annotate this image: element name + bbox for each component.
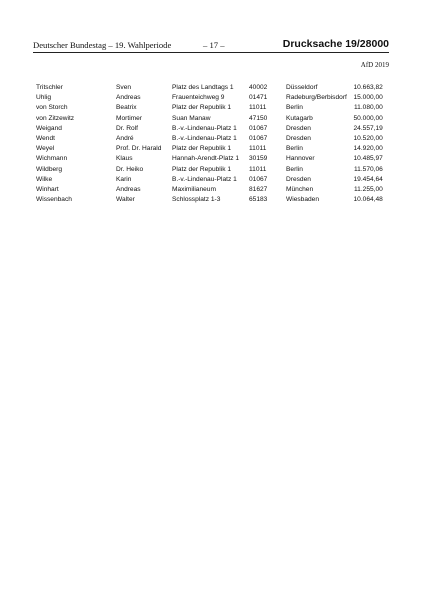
amount-cell: 10.485,97 (353, 155, 383, 163)
first-name-cell: Sven (116, 84, 132, 91)
street-cell: Platz der Republik 1 (172, 145, 232, 153)
street-cell: B.-v.-Lindenau-Platz 1 (172, 124, 237, 132)
page-number: – 17 – (203, 40, 225, 50)
header-publication: Deutscher Bundestag – 19. Wahlperiode (33, 40, 172, 50)
street-cell: Platz des Landtags 1 (172, 84, 234, 91)
city-cell: Düsseldorf (286, 84, 318, 91)
city-cell: Dresden (286, 175, 311, 183)
postcode-cell: 30159 (249, 155, 268, 163)
postcode-cell: 11011 (249, 145, 267, 153)
city-cell: Berlin (286, 145, 303, 153)
surname-cell: Wilke (36, 175, 53, 183)
amount-cell: 11.570,06 (354, 165, 383, 173)
city-cell: Kutagarb (286, 114, 313, 122)
table-row (36, 124, 383, 134)
surname-cell: Tritschler (36, 84, 63, 91)
street-cell: Frauenteichweg 9 (172, 94, 225, 102)
header-rule (33, 52, 389, 53)
amount-cell: 11.255,00 (354, 186, 383, 194)
postcode-cell: 65183 (249, 196, 268, 204)
first-name-cell: Beatrix (116, 104, 137, 112)
amount-cell: 10.663,82 (353, 84, 383, 91)
first-name-cell: Andreas (116, 94, 141, 102)
party-label: AfD 2019 (360, 61, 389, 69)
first-name-cell: Walter (116, 196, 135, 204)
first-name-cell: Andreas (116, 186, 141, 194)
surname-cell: von Zitzewitz (36, 114, 75, 122)
street-cell: B.-v.-Lindenau-Platz 1 (172, 135, 237, 143)
postcode-cell: 01471 (249, 94, 268, 102)
amount-cell: 10.064,48 (353, 196, 383, 204)
table-row (36, 93, 383, 103)
document-number: Drucksache 19/28000 (282, 38, 389, 50)
amount-cell: 19.454,64 (353, 175, 383, 183)
first-name-cell: Karin (116, 175, 132, 183)
postcode-cell: 40002 (249, 84, 268, 91)
street-cell: Platz der Republik 1 (172, 165, 232, 173)
surname-cell: Winhart (36, 186, 59, 194)
postcode-cell: 01067 (249, 175, 268, 183)
amount-cell: 11.080,00 (354, 104, 383, 112)
surname-cell: von Storch (36, 104, 68, 112)
city-cell: München (286, 186, 314, 194)
city-cell: Wiesbaden (286, 196, 319, 204)
street-cell: Schlossplatz 1-3 (172, 196, 221, 204)
amount-cell: 50.000,00 (353, 114, 383, 122)
surname-cell: Wendt (36, 135, 55, 143)
city-cell: Dresden (286, 135, 311, 143)
amount-cell: 14.920,00 (353, 145, 383, 153)
amount-cell: 10.520,00 (353, 135, 383, 143)
first-name-cell: Klaus (116, 155, 133, 163)
table-row (36, 114, 383, 124)
surname-cell: Weyel (36, 145, 55, 153)
street-cell: Suan Manaw (172, 114, 211, 122)
city-cell: Hannover (286, 155, 315, 163)
street-cell: Hannah-Arendt-Platz 1 (172, 155, 240, 163)
surname-cell: Weigand (36, 124, 62, 132)
table-row (36, 83, 383, 93)
street-cell: Platz der Republik 1 (172, 104, 232, 112)
page-header (33, 38, 389, 52)
first-name-cell: Mortimer (116, 114, 143, 122)
city-cell: Berlin (286, 165, 303, 173)
table-row (36, 195, 383, 205)
street-cell: B.-v.-Lindenau-Platz 1 (172, 175, 237, 183)
donations-table (36, 83, 383, 205)
postcode-cell: 11011 (249, 165, 267, 173)
street-cell: Maximilianeum (172, 186, 216, 194)
postcode-cell: 01067 (249, 124, 268, 132)
amount-cell: 24.557,19 (353, 124, 383, 132)
table-row (36, 134, 383, 144)
first-name-cell: Dr. Heiko (116, 165, 144, 173)
surname-cell: Wissenbach (36, 196, 72, 204)
amount-cell: 15.000,00 (353, 94, 383, 102)
surname-cell: Wichmann (36, 155, 68, 163)
table-row (36, 175, 383, 185)
postcode-cell: 01067 (249, 135, 268, 143)
table-row (36, 154, 383, 164)
city-cell: Dresden (286, 124, 311, 132)
surname-cell: Uhlig (36, 94, 52, 102)
surname-cell: Wildberg (36, 165, 63, 173)
first-name-cell: Dr. Rolf (116, 124, 138, 132)
table-row (36, 185, 383, 195)
table-row (36, 165, 383, 175)
table-row (36, 103, 383, 113)
table-row (36, 144, 383, 154)
postcode-cell: 47150 (249, 114, 268, 122)
first-name-cell: André (116, 135, 134, 143)
first-name-cell: Prof. Dr. Harald (116, 145, 162, 153)
postcode-cell: 81627 (249, 186, 268, 194)
city-cell: Berlin (286, 104, 303, 112)
postcode-cell: 11011 (249, 104, 267, 112)
city-cell: Radeburg/Berbisdorf (286, 94, 347, 102)
